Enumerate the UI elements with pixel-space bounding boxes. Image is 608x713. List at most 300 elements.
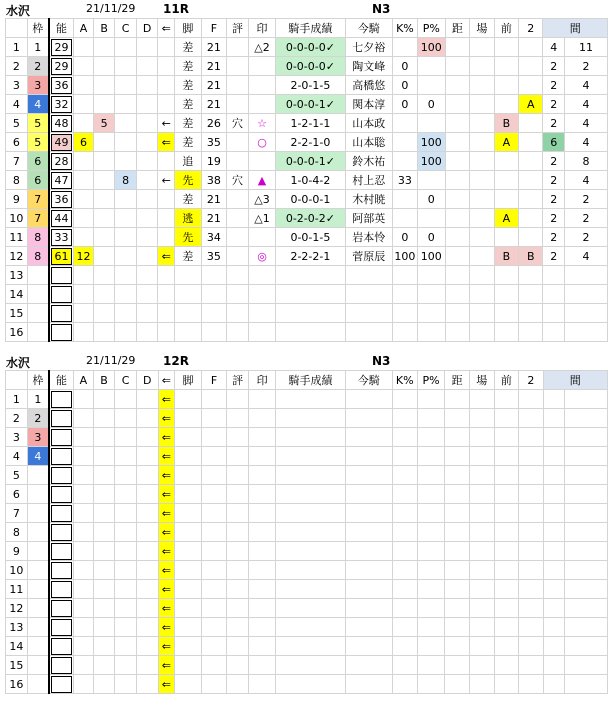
course-cell[interactable] (470, 209, 495, 228)
jockey-name[interactable] (345, 580, 392, 599)
rating-cell[interactable] (227, 133, 249, 152)
arrow-cell[interactable] (158, 209, 175, 228)
a-cell[interactable] (74, 390, 94, 409)
second-cell[interactable] (519, 637, 543, 656)
table-row[interactable] (6, 523, 608, 542)
course-cell[interactable] (470, 323, 495, 342)
waku-cell[interactable]: 1 (27, 38, 49, 57)
table-row[interactable] (6, 618, 608, 637)
gap-2[interactable] (565, 390, 608, 409)
style-cell[interactable]: 差 (175, 247, 201, 266)
gap-1[interactable] (543, 390, 564, 409)
k-percent[interactable] (392, 409, 417, 428)
gap-1[interactable] (543, 542, 564, 561)
ability-cell[interactable] (49, 76, 74, 95)
waku-cell[interactable] (27, 599, 49, 618)
d-cell[interactable] (136, 599, 158, 618)
arrow-cell[interactable]: ⇐ (158, 390, 175, 409)
mark-cell[interactable]: △3 (248, 190, 276, 209)
table-row[interactable] (6, 504, 608, 523)
mark-cell[interactable] (248, 390, 276, 409)
ability-cell[interactable] (49, 323, 74, 342)
prev-cell[interactable]: A (494, 209, 519, 228)
k-percent[interactable] (392, 428, 417, 447)
b-cell[interactable] (93, 485, 115, 504)
k-percent[interactable] (392, 466, 417, 485)
course-cell[interactable] (470, 304, 495, 323)
d-cell[interactable] (136, 637, 158, 656)
b-cell[interactable] (93, 561, 115, 580)
jockey-name[interactable] (345, 637, 392, 656)
f-cell[interactable] (201, 447, 226, 466)
p-percent[interactable] (417, 599, 445, 618)
d-cell[interactable] (136, 323, 158, 342)
k-percent[interactable] (392, 114, 417, 133)
mark-cell[interactable] (248, 76, 276, 95)
f-cell[interactable]: 38 (201, 171, 227, 190)
a-cell[interactable] (74, 428, 94, 447)
p-percent[interactable] (417, 637, 445, 656)
ability-cell[interactable] (49, 542, 74, 561)
prev-cell[interactable] (494, 599, 519, 618)
p-percent[interactable] (417, 285, 445, 304)
gap-2[interactable]: 2 (564, 209, 607, 228)
c-cell[interactable] (115, 447, 137, 466)
distance-cell[interactable] (445, 561, 470, 580)
b-cell[interactable] (93, 580, 115, 599)
k-percent[interactable] (392, 285, 417, 304)
jockey-name[interactable]: 岩本怜 (345, 228, 392, 247)
ability-cell[interactable] (49, 409, 74, 428)
f-cell[interactable] (201, 304, 227, 323)
distance-cell[interactable] (445, 580, 470, 599)
table-row[interactable] (6, 599, 608, 618)
d-cell[interactable] (136, 76, 158, 95)
jockey-record[interactable] (276, 447, 345, 466)
gap-1[interactable]: 2 (543, 247, 564, 266)
arrow-cell[interactable]: ⇐ (158, 447, 175, 466)
course-cell[interactable] (470, 133, 495, 152)
jockey-record[interactable]: 0-0-0-0✓ (276, 38, 345, 57)
c-cell[interactable] (115, 323, 136, 342)
jockey-record[interactable] (276, 637, 345, 656)
prev-cell[interactable] (494, 323, 519, 342)
prev-cell[interactable] (494, 304, 519, 323)
second-cell[interactable] (519, 114, 543, 133)
arrow-cell[interactable] (158, 323, 175, 342)
jockey-record[interactable] (276, 561, 345, 580)
f-cell[interactable]: 34 (201, 228, 227, 247)
gap-2[interactable] (565, 675, 608, 694)
rating-cell[interactable] (227, 523, 249, 542)
style-cell[interactable] (175, 656, 202, 675)
course-cell[interactable] (469, 466, 494, 485)
gap-1[interactable] (543, 447, 564, 466)
d-cell[interactable] (136, 152, 158, 171)
gap-1[interactable] (543, 580, 564, 599)
prev-cell[interactable] (494, 523, 519, 542)
distance-cell[interactable] (445, 190, 470, 209)
d-cell[interactable] (136, 466, 158, 485)
prev-cell[interactable] (494, 675, 519, 694)
course-cell[interactable] (469, 428, 494, 447)
mark-cell[interactable] (248, 675, 276, 694)
a-cell[interactable] (74, 76, 94, 95)
prev-cell[interactable] (494, 190, 519, 209)
table-row[interactable] (6, 114, 608, 133)
second-cell[interactable]: A (519, 95, 543, 114)
gap-1[interactable]: 2 (543, 114, 564, 133)
k-percent[interactable] (392, 447, 417, 466)
second-cell[interactable] (519, 171, 543, 190)
ability-cell[interactable] (49, 485, 74, 504)
prev-cell[interactable] (494, 485, 519, 504)
c-cell[interactable] (115, 637, 137, 656)
prev-cell[interactable] (494, 76, 519, 95)
course-cell[interactable] (469, 485, 494, 504)
mark-cell[interactable] (248, 637, 276, 656)
course-cell[interactable] (470, 95, 495, 114)
arrow-cell[interactable]: ⇐ (158, 675, 175, 694)
waku-cell[interactable]: 2 (27, 409, 49, 428)
k-percent[interactable] (392, 504, 417, 523)
jockey-record[interactable] (276, 504, 345, 523)
a-cell[interactable] (74, 580, 94, 599)
k-percent[interactable]: 33 (392, 171, 417, 190)
table-row[interactable] (6, 656, 608, 675)
mark-cell[interactable] (248, 285, 276, 304)
f-cell[interactable] (201, 485, 226, 504)
k-percent[interactable] (392, 390, 417, 409)
jockey-record[interactable] (276, 409, 345, 428)
a-cell[interactable] (74, 675, 94, 694)
course-cell[interactable] (469, 599, 494, 618)
a-cell[interactable] (74, 152, 94, 171)
arrow-cell[interactable]: ⇐ (158, 637, 175, 656)
rating-cell[interactable] (227, 485, 249, 504)
c-cell[interactable] (115, 599, 137, 618)
waku-cell[interactable] (27, 656, 49, 675)
arrow-cell[interactable] (158, 285, 175, 304)
f-cell[interactable]: 19 (201, 152, 227, 171)
a-cell[interactable] (74, 523, 94, 542)
b-cell[interactable] (93, 285, 114, 304)
style-cell[interactable] (175, 266, 201, 285)
style-cell[interactable]: 先 (175, 171, 201, 190)
f-cell[interactable] (201, 542, 226, 561)
mark-cell[interactable] (248, 304, 276, 323)
jockey-record[interactable] (276, 656, 345, 675)
waku-cell[interactable] (27, 561, 49, 580)
style-cell[interactable] (175, 618, 202, 637)
a-cell[interactable] (74, 190, 94, 209)
gap-2[interactable]: 2 (564, 228, 607, 247)
course-cell[interactable] (470, 114, 495, 133)
c-cell[interactable] (115, 675, 137, 694)
waku-cell[interactable] (27, 675, 49, 694)
a-cell[interactable]: 12 (74, 247, 94, 266)
d-cell[interactable] (136, 523, 158, 542)
jockey-name[interactable] (345, 618, 392, 637)
jockey-name[interactable] (345, 409, 392, 428)
course-cell[interactable] (469, 580, 494, 599)
gap-2[interactable] (565, 409, 608, 428)
p-percent[interactable]: 100 (417, 152, 445, 171)
waku-cell[interactable]: 2 (27, 57, 49, 76)
a-cell[interactable] (74, 285, 94, 304)
rating-cell[interactable] (227, 266, 249, 285)
d-cell[interactable] (136, 580, 158, 599)
distance-cell[interactable] (445, 428, 470, 447)
ability-cell[interactable] (49, 599, 74, 618)
prev-cell[interactable] (494, 504, 519, 523)
second-cell[interactable] (519, 618, 543, 637)
prev-cell[interactable] (494, 95, 519, 114)
rating-cell[interactable] (227, 447, 249, 466)
mark-cell[interactable] (248, 57, 276, 76)
course-cell[interactable] (469, 656, 494, 675)
distance-cell[interactable] (445, 599, 470, 618)
f-cell[interactable] (201, 618, 226, 637)
gap-2[interactable] (565, 580, 608, 599)
mark-cell[interactable] (248, 409, 276, 428)
d-cell[interactable] (136, 95, 158, 114)
gap-1[interactable] (543, 561, 564, 580)
jockey-record[interactable]: 0-0-0-1 (276, 190, 345, 209)
gap-1[interactable] (543, 485, 564, 504)
mark-cell[interactable]: △2 (248, 38, 276, 57)
c-cell[interactable] (115, 133, 136, 152)
f-cell[interactable] (201, 285, 227, 304)
arrow-cell[interactable]: ⇐ (158, 409, 175, 428)
rating-cell[interactable] (227, 38, 249, 57)
gap-2[interactable]: 4 (564, 133, 607, 152)
c-cell[interactable] (115, 247, 136, 266)
b-cell[interactable] (93, 409, 115, 428)
rating-cell[interactable] (227, 675, 249, 694)
rating-cell[interactable] (227, 247, 249, 266)
distance-cell[interactable] (445, 447, 470, 466)
d-cell[interactable] (136, 409, 158, 428)
table-row[interactable] (6, 561, 608, 580)
jockey-name[interactable] (345, 428, 392, 447)
table-row[interactable] (6, 76, 608, 95)
second-cell[interactable] (519, 152, 543, 171)
k-percent[interactable] (392, 209, 417, 228)
table-row[interactable] (6, 428, 608, 447)
ability-cell[interactable] (49, 171, 74, 190)
style-cell[interactable] (175, 285, 201, 304)
d-cell[interactable] (136, 447, 158, 466)
rating-cell[interactable] (227, 637, 249, 656)
rating-cell[interactable] (227, 656, 249, 675)
mark-cell[interactable] (248, 266, 276, 285)
mark-cell[interactable]: ◎ (248, 247, 276, 266)
d-cell[interactable] (136, 304, 158, 323)
second-cell[interactable] (519, 523, 543, 542)
prev-cell[interactable] (494, 38, 519, 57)
waku-cell[interactable]: 4 (27, 95, 49, 114)
jockey-name[interactable]: 陶文峰 (345, 57, 392, 76)
course-cell[interactable] (470, 76, 495, 95)
jockey-name[interactable]: 山本聡 (345, 133, 392, 152)
prev-cell[interactable] (494, 637, 519, 656)
gap-1[interactable]: 4 (543, 38, 564, 57)
b-cell[interactable] (93, 133, 114, 152)
waku-cell[interactable]: 7 (27, 190, 49, 209)
f-cell[interactable]: 21 (201, 76, 227, 95)
prev-cell[interactable]: B (494, 114, 519, 133)
table-row[interactable] (6, 409, 608, 428)
ability-cell[interactable] (49, 580, 74, 599)
gap-1[interactable] (543, 409, 564, 428)
ability-cell[interactable] (49, 561, 74, 580)
table-row[interactable] (6, 38, 608, 57)
f-cell[interactable] (201, 580, 226, 599)
gap-1[interactable] (543, 466, 564, 485)
p-percent[interactable] (417, 447, 445, 466)
second-cell[interactable] (519, 266, 543, 285)
b-cell[interactable] (93, 675, 115, 694)
waku-cell[interactable]: 5 (27, 133, 49, 152)
f-cell[interactable] (201, 466, 226, 485)
k-percent[interactable] (392, 38, 417, 57)
jockey-record[interactable] (276, 618, 345, 637)
f-cell[interactable]: 21 (201, 57, 227, 76)
jockey-name[interactable] (345, 656, 392, 675)
distance-cell[interactable] (445, 485, 470, 504)
mark-cell[interactable] (248, 542, 276, 561)
prev-cell[interactable] (494, 171, 519, 190)
prev-cell[interactable] (494, 466, 519, 485)
c-cell[interactable] (115, 428, 137, 447)
b-cell[interactable] (93, 637, 115, 656)
p-percent[interactable] (417, 323, 445, 342)
course-cell[interactable] (470, 285, 495, 304)
style-cell[interactable] (175, 675, 202, 694)
ability-cell[interactable] (49, 504, 74, 523)
second-cell[interactable] (519, 656, 543, 675)
distance-cell[interactable] (445, 95, 470, 114)
second-cell[interactable] (519, 390, 543, 409)
table-row[interactable] (6, 209, 608, 228)
p-percent[interactable] (417, 485, 445, 504)
gap-2[interactable] (565, 523, 608, 542)
b-cell[interactable] (93, 266, 114, 285)
p-percent[interactable] (417, 656, 445, 675)
jockey-name[interactable]: 七夕裕 (345, 38, 392, 57)
rating-cell[interactable] (227, 580, 249, 599)
f-cell[interactable]: 21 (201, 190, 227, 209)
c-cell[interactable] (115, 152, 136, 171)
arrow-cell[interactable] (158, 38, 175, 57)
ability-cell[interactable] (49, 133, 74, 152)
f-cell[interactable]: 35 (201, 133, 227, 152)
course-cell[interactable] (470, 247, 495, 266)
k-percent[interactable] (392, 675, 417, 694)
table-row[interactable] (6, 580, 608, 599)
a-cell[interactable] (74, 485, 94, 504)
c-cell[interactable] (115, 504, 137, 523)
prev-cell[interactable] (494, 447, 519, 466)
second-cell[interactable] (519, 504, 543, 523)
k-percent[interactable]: 0 (392, 76, 417, 95)
waku-cell[interactable] (27, 466, 49, 485)
gap-2[interactable]: 4 (564, 95, 607, 114)
b-cell[interactable] (93, 323, 114, 342)
distance-cell[interactable] (445, 656, 470, 675)
style-cell[interactable] (175, 466, 202, 485)
rating-cell[interactable] (227, 409, 249, 428)
table-row[interactable] (6, 542, 608, 561)
b-cell[interactable] (93, 171, 114, 190)
gap-1[interactable] (543, 637, 564, 656)
f-cell[interactable] (201, 561, 226, 580)
arrow-cell[interactable]: ⇐ (158, 485, 175, 504)
table-row[interactable] (6, 485, 608, 504)
jockey-name[interactable] (345, 323, 392, 342)
style-cell[interactable]: 差 (175, 95, 201, 114)
distance-cell[interactable] (445, 266, 470, 285)
second-cell[interactable] (519, 190, 543, 209)
mark-cell[interactable]: ○ (248, 133, 276, 152)
arrow-cell[interactable]: ← (158, 171, 175, 190)
k-percent[interactable] (392, 637, 417, 656)
gap-1[interactable]: 2 (543, 190, 564, 209)
f-cell[interactable] (201, 523, 226, 542)
rating-cell[interactable] (227, 285, 249, 304)
style-cell[interactable]: 差 (175, 114, 201, 133)
d-cell[interactable] (136, 504, 158, 523)
p-percent[interactable] (417, 428, 445, 447)
arrow-cell[interactable]: ⇐ (158, 580, 175, 599)
ability-cell[interactable] (49, 390, 74, 409)
style-cell[interactable] (175, 637, 202, 656)
waku-cell[interactable]: 6 (27, 152, 49, 171)
jockey-name[interactable] (345, 466, 392, 485)
f-cell[interactable] (201, 504, 226, 523)
table-row[interactable] (6, 285, 608, 304)
b-cell[interactable] (93, 228, 114, 247)
course-cell[interactable] (469, 542, 494, 561)
style-cell[interactable] (175, 485, 202, 504)
jockey-name[interactable] (345, 675, 392, 694)
d-cell[interactable] (136, 171, 158, 190)
mark-cell[interactable] (248, 95, 276, 114)
ability-cell[interactable] (49, 675, 74, 694)
prev-cell[interactable] (494, 285, 519, 304)
gap-2[interactable] (565, 618, 608, 637)
d-cell[interactable] (136, 485, 158, 504)
distance-cell[interactable] (445, 228, 470, 247)
jockey-name[interactable] (345, 285, 392, 304)
gap-2[interactable] (564, 323, 607, 342)
distance-cell[interactable] (445, 114, 470, 133)
mark-cell[interactable] (248, 323, 276, 342)
d-cell[interactable] (136, 561, 158, 580)
second-cell[interactable] (519, 57, 543, 76)
ability-cell[interactable] (49, 656, 74, 675)
ability-cell[interactable] (49, 57, 74, 76)
waku-cell[interactable]: 6 (27, 171, 49, 190)
gap-1[interactable]: 2 (543, 228, 564, 247)
course-cell[interactable] (469, 390, 494, 409)
c-cell[interactable] (115, 561, 137, 580)
jockey-record[interactable] (276, 323, 345, 342)
jockey-record[interactable] (276, 266, 345, 285)
distance-cell[interactable] (445, 618, 470, 637)
rating-cell[interactable] (227, 428, 249, 447)
